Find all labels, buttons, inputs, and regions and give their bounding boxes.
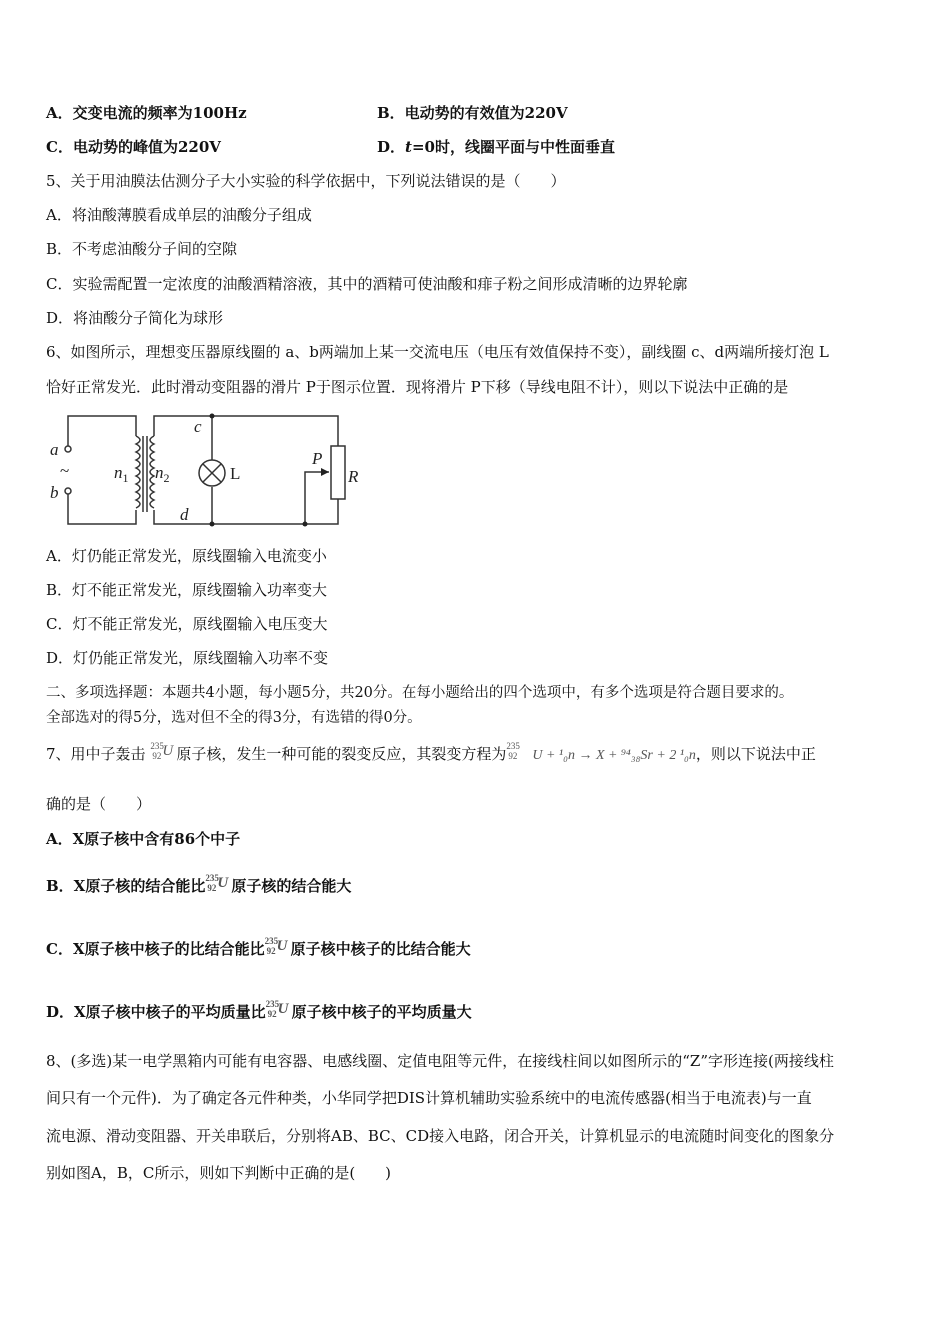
q7-option-b: B．X原子核的结合能比 235 92 U 原子核的结合能大 <box>46 873 352 895</box>
q7-option-c: C．X原子核中核子的比结合能比 235 92 U 原子核中核子的比结合能大 <box>46 936 471 958</box>
section2-instructions-line2: 全部选对的得5分，选对但不全的得3分，有选错的得0分。 <box>46 710 422 726</box>
q6-option-c: C．灯不能正常发光，原线圈输入电压变大 <box>46 615 328 633</box>
q7-stem-line1: 7、用中子轰击 235 92 U 原子核，发生一种可能的裂变反应，其裂变方程为 235 92 U + ¹₀n → X + ⁹⁴₃₈Sr + 2 ¹₀n，则以下说法中正 <box>46 741 816 763</box>
q8-stem-line2: 间只有一个元件)．为了确定各元件种类，小华同学把DIS计算机辅助实验系统中的电流传感器(相当于电流表)与一直 <box>46 1089 812 1107</box>
q5-stem: 5、关于用油膜法估测分子大小实验的科学依据中，下列说法错误的是（ ） <box>46 172 566 190</box>
q4-option-d: D．t=0时，线圈平面与中性面垂直 <box>377 138 615 156</box>
terminal-d-label: d <box>180 505 189 524</box>
n1-label: $n_1$ <box>114 463 129 485</box>
ac-symbol: ~ <box>60 461 70 480</box>
resistor-r-label: R <box>348 467 359 486</box>
q6-stem-line1: 6、如图所示，理想变压器原线圈的 a、b两端加上某一交流电压（电压有效值保持不变），副线圈 c、d两端所接灯泡 L <box>46 343 829 361</box>
q6-option-b: B．灯不能正常发光，原线圈输入功率变大 <box>46 581 328 599</box>
q8-stem-line4: 别如图A，B，C所示，则如下判断中正确的是( ) <box>46 1164 392 1182</box>
q6-option-d: D．灯仍能正常发光，原线圈输入功率不变 <box>46 649 329 667</box>
section2-instructions-line1: 二、多项选择题：本题共4小题，每小题5分，共20分。在每小题给出的四个选项中，有多个选项是符合题目要求的。 <box>46 685 794 701</box>
terminal-c-label: c <box>194 417 202 436</box>
n2-label: $n_2$ <box>155 463 170 485</box>
q4-option-c: C．电动势的峰值为220V <box>46 138 221 156</box>
q6-stem-line2: 恰好正常发光．此时滑动变阻器的滑片 P于图示位置．现将滑片 P下移（导线电阻不计），则以下说法中正确的是 <box>46 378 789 396</box>
q7-option-a: A．X原子核中含有86个中子 <box>46 830 241 848</box>
q5-option-d: D．将油酸分子简化为球形 <box>46 309 224 327</box>
uranium-235-symbol: 235 92 U <box>150 741 174 761</box>
q5-option-a: A．将油酸薄膜看成单层的油酸分子组成 <box>46 206 312 224</box>
q5-option-c: C．实验需配置一定浓度的油酸酒精溶液，其中的酒精可使油酸和痱子粉之间形成清晰的边界轮廓 <box>46 275 688 293</box>
q4-option-a: A．交变电流的频率为100Hz <box>46 104 247 122</box>
q7-option-d: D．X原子核中核子的平均质量比 235 92 U 原子核中核子的平均质量大 <box>46 999 472 1021</box>
q8-stem-line1: 8、(多选)某一电学黑箱内可能有电容器、电感线圈、定值电阻等元件，在接线柱间以如图所示的“Z”字形连接(两接线柱 <box>46 1052 834 1070</box>
q7-stem-line2: 确的是（ ） <box>46 795 152 813</box>
q4-option-b: B．电动势的有效值为220V <box>377 104 568 122</box>
lamp-label: L <box>230 464 241 483</box>
transformer-circuit-diagram <box>40 410 370 530</box>
slider-p-label: P <box>312 449 323 468</box>
q5-option-b: B．不考虑油酸分子间的空隙 <box>46 240 238 258</box>
fission-equation: U + ¹₀n → X + ⁹⁴₃₈Sr + 2 ¹₀n <box>532 748 696 763</box>
q8-stem-line3: 流电源、滑动变阻器、开关串联后，分别将AB、BC、CD接入电路，闭合开关，计算机显示的电流随时间变化的图象分 <box>46 1127 835 1145</box>
terminal-a-label: a <box>50 440 59 459</box>
terminal-b-label: b <box>50 483 59 502</box>
q6-option-a: A．灯仍能正常发光，原线圈输入电流变小 <box>46 547 327 565</box>
